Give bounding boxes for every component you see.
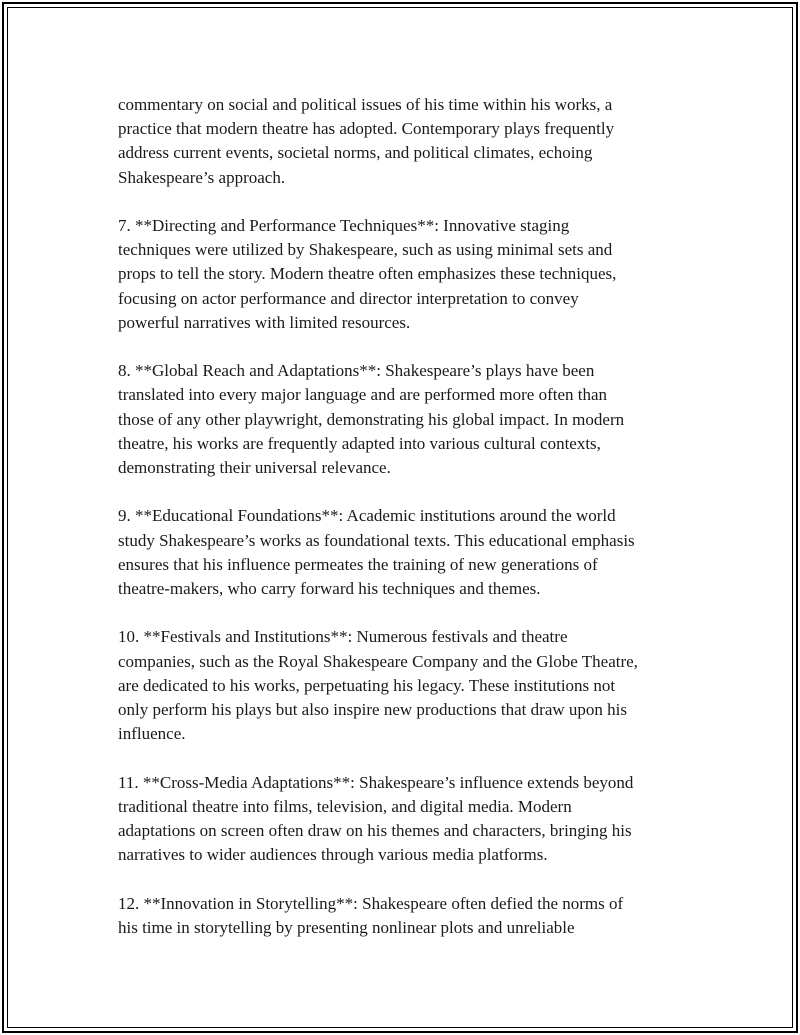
paragraph-educational-foundations: 9. **Educational Foundations**: Academic institutions around the world study Shakespeare’s works as foundational texts. This educational emphasis ensures that his influence permeates the training of new generations of theatre-makers, who carry forward his techniques and themes. [118,506,635,599]
paragraph-cross-media: 11. **Cross-Media Adaptations**: Shakespeare’s influence extends beyond traditional theatre into films, television, and digital media. Modern adaptations on screen often draw on his themes and characters, bringing his narratives to wider audiences through various media platforms. [118,772,634,865]
paragraph-social-commentary: commentary on social and political issues of his time within his works, a practice that modern theatre has adopted. Contemporary plays frequently address current events, societal norms, and political climates, echoing Shakespeare’s approach. [118,95,615,187]
paragraph-innovation-storytelling: 12. **Innovation in Storytelling**: Shakespeare often defied the norms of his time in storytelling by presenting nonlinear plots and unreliable [118,893,624,937]
paragraph-global-reach: 8. **Global Reach and Adaptations**: Shakespeare’s plays have been translated into every major language and are performed more often than those of any other playwright, demonstrating his global impact. In modern theatre, his works are frequently adapted into various cultural contexts, demonstrating their universal relevance. [118,361,625,478]
paragraph-directing-techniques: 7. **Directing and Performance Techniques**: Innovative staging techniques were utilized by Shakespeare, such as using minimal sets and props to tell the story. Modern theatre often emphasizes these techniques, focusing on actor performance and director interpretation to convey powerful narratives with limited resources. [118,216,617,332]
paragraph-festivals-institutions: 10. **Festivals and Institutions**: Numerous festivals and theatre companies, such as the Royal Shakespeare Company and the Globe Theatre, are dedicated to his works, perpetuating his legacy. These institutions not only perform his plays but also inspire new productions that draw upon his influence. [118,627,638,744]
document-body [118,93,688,964]
